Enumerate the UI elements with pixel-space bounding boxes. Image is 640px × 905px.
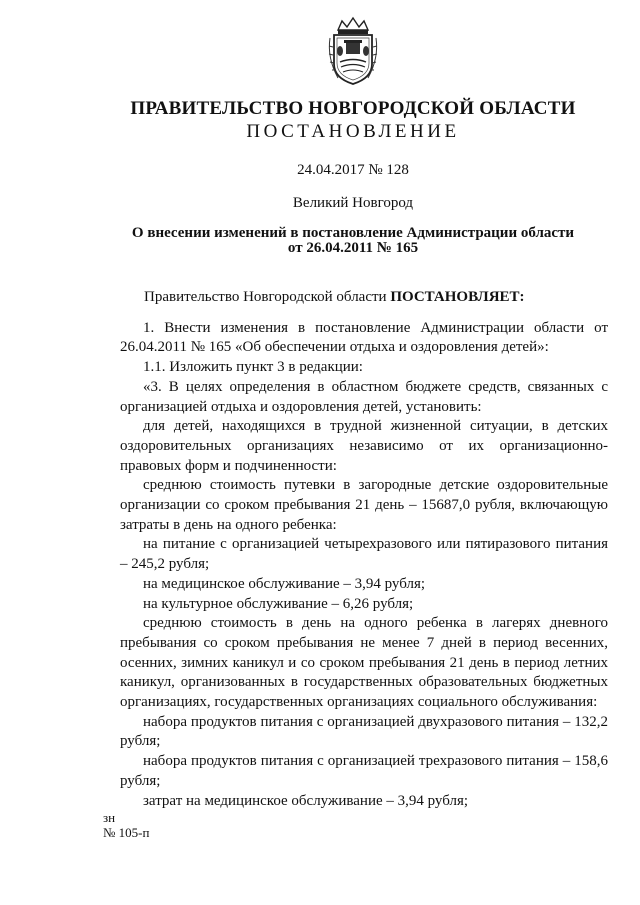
paragraph: «3. В целях определения в областном бюджете средств, связанных с организацией отдыха и оздоровления детей, установить: [120, 378, 608, 415]
org-title: ПРАВИТЕЛЬСТВО НОВГОРОДСКОЙ ОБЛАСТИ [130, 98, 576, 119]
paragraph: набора продуктов питания с организацией трехразового питания – 158,6 рубля; [120, 753, 608, 789]
document-city: Великий Новгород [292, 195, 414, 211]
document-body [120, 288, 608, 811]
paragraph: набора продуктов питания с организацией двухразового питания – 132,2 рубля; [120, 713, 608, 750]
paragraph: среднюю стоимость в день на одного ребенка в лагерях дневного пребывания со сроком пребывания не менее 7 дней в период весенних, осенних, зимних каникул и со сроком пребывания 21 день в период летних каникул, организованных в государственных образовательных бюджетных организациях, государственных организациях социального обслуживания: [120, 615, 608, 711]
footer-reference: № 105-п [103, 825, 150, 840]
paragraph: на культурное обслуживание – 6,26 рубля; [143, 595, 414, 612]
paragraph: среднюю стоимость путевки в загородные детские оздоровительные организации со сроком пребывания 21 день – 15687,0 рубля, включающую затраты в день на одного ребенка: [120, 477, 608, 533]
paragraph: на медицинское обслуживание – 3,94 рубля; [143, 575, 426, 592]
lead-text: Правительство Новгородской области [144, 289, 391, 305]
document-subject [120, 226, 586, 256]
lead-keyword: ПОСТАНОВЛЯЕТ: [390, 289, 525, 305]
subject-line-2: от 26.04.2011 № 165 [287, 240, 419, 256]
footer-initials: зн [103, 810, 116, 825]
paragraph: 1. Внести изменения в постановление Администрации области от 26.04.2011 № 165 «Об обеспечении отдыха и оздоровления детей»: [120, 319, 608, 356]
document-date-number: 24.04.2017 № 128 [297, 162, 409, 178]
paragraph: на питание с организацией четырехразового или пятиразового питания – 245,2 рубля; [120, 536, 608, 573]
resolution-lead [120, 288, 608, 308]
paragraph: 1.1. Изложить пункт 3 в редакции: [143, 359, 363, 376]
paragraph: для детей, находящихся в трудной жизненной ситуации, в детских оздоровительных организациях независимо от их организационно-правовых форм и подчиненности: [120, 418, 608, 474]
document-type: ПОСТАНОВЛЕНИЕ [246, 121, 460, 142]
paragraph: затрат на медицинское обслуживание – 3,94 рубля; [143, 792, 469, 809]
subject-line-1: О внесении изменений в постановление Администрации области [131, 225, 575, 241]
novgorod-coat-of-arms-icon [324, 16, 382, 86]
document-footer [103, 811, 149, 841]
